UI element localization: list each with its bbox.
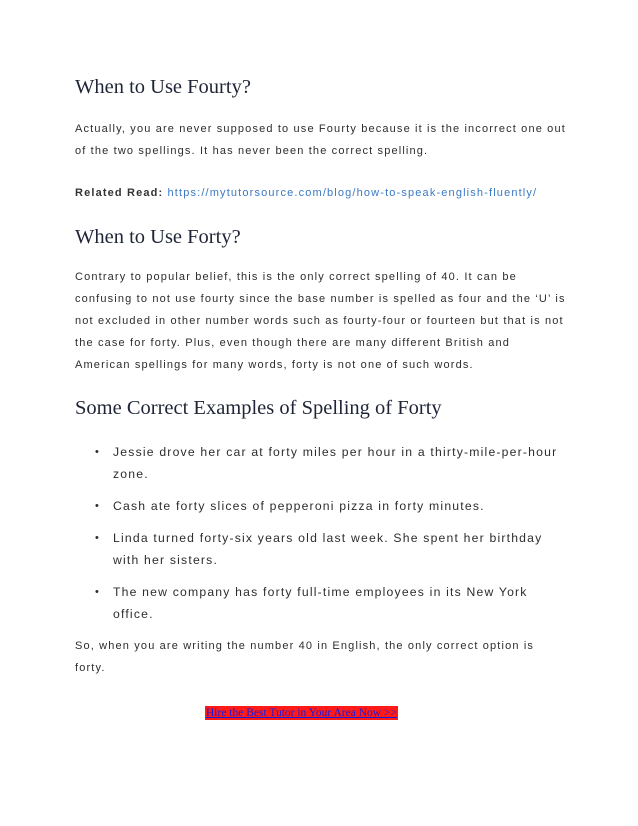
example-text: Linda turned forty-six years old last week. She spent her birthday with her sisters. xyxy=(113,531,543,567)
list-item xyxy=(95,495,565,517)
hire-tutor-link[interactable]: Hire the Best Tutor in Your Area Now >> xyxy=(206,707,397,719)
heading-when-to-use-fourty: When to Use Fourty? xyxy=(75,76,251,98)
example-text: Cash ate forty slices of pepperoni pizza in forty minutes. xyxy=(113,499,485,513)
bullet-icon: • xyxy=(95,500,101,512)
paragraph-forty: Contrary to popular belief, this is the only correct spelling of 40. It can be confusing to not use fourty since the base number is spelled as four and the ‘U’ is not excluded in other number words such as fourty-four or fourteen but that is not the case for forty. Plus, even though there are many different British and American spellings for many words, forty is not one of such words. xyxy=(75,271,566,371)
heading-when-to-use-forty: When to Use Forty? xyxy=(75,226,241,248)
related-read-link[interactable]: https://mytutorsource.com/blog/how-to-speak-english-fluently/ xyxy=(167,187,538,199)
related-read-label: Related Read: xyxy=(75,187,164,199)
example-text: Jessie drove her car at forty miles per hour in a thirty-mile-per-hour zone. xyxy=(113,445,558,481)
list-item xyxy=(95,527,565,571)
related-read xyxy=(75,187,537,199)
paragraph-fourty: Actually, you are never supposed to use Fourty because it is the incorrect one out of the two spellings. It has never been the correct spelling. xyxy=(75,123,566,157)
list-item xyxy=(95,581,565,625)
examples-list xyxy=(95,441,565,625)
heading-correct-examples: Some Correct Examples of Spelling of Forty xyxy=(75,397,442,419)
bullet-icon: • xyxy=(95,532,101,544)
list-item xyxy=(95,441,565,485)
paragraph-conclusion: So, when you are writing the number 40 in English, the only correct option is forty. xyxy=(75,640,535,674)
bullet-icon: • xyxy=(95,586,101,598)
example-text: The new company has forty full-time employees in its New York office. xyxy=(113,585,528,621)
bullet-icon: • xyxy=(95,446,101,458)
